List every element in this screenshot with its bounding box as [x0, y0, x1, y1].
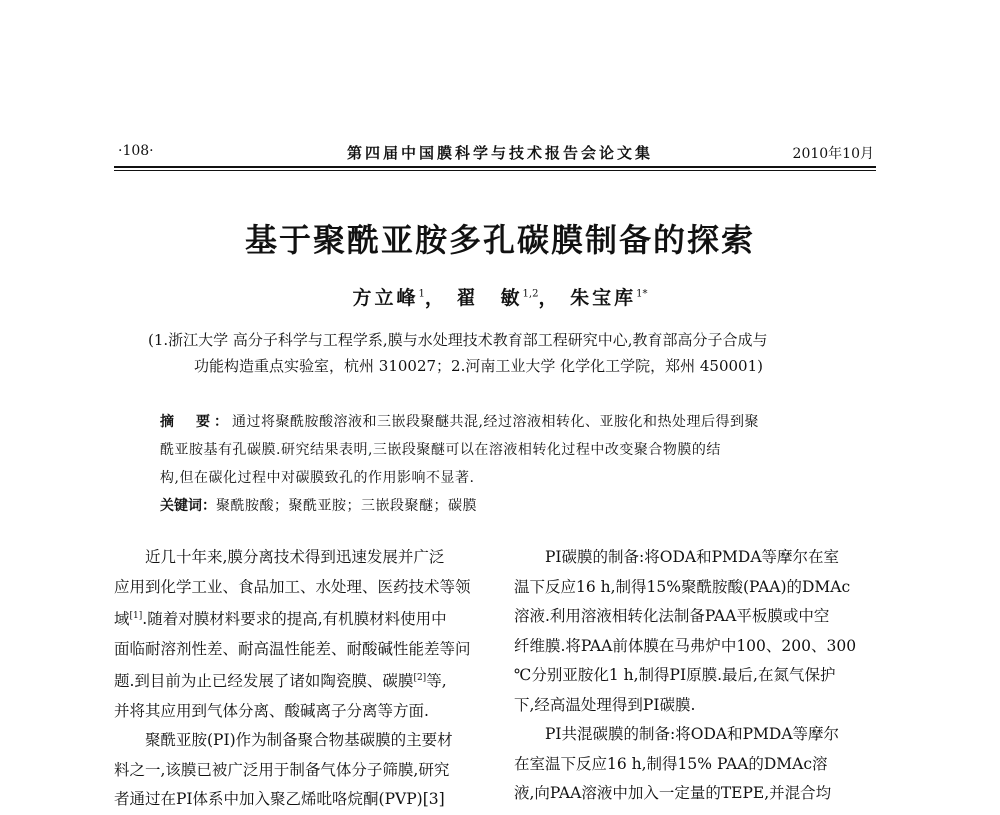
body-text-line: 并将其应用到气体分离、酸碱离子分离等方面.: [114, 701, 429, 720]
abstract-label: 摘 要：: [160, 414, 232, 430]
body-text-line: 溶液.利用溶液相转化法制备PAA平板膜或中空: [514, 607, 830, 625]
affiliation: [148, 327, 878, 379]
affiliation-line: 功能构造重点实验室，杭州 310027；2.河南工业大学 化学化工学院，郑州 450001): [194, 357, 763, 375]
author-list: 方立峰$^1$， 翟 敏$^{1,2}$， 朱宝库$^{1*}$: [352, 287, 648, 309]
header-rule-thin: [114, 170, 876, 171]
body-text-line: 近几十年来,膜分离技术得到迅速发展并广泛: [145, 548, 445, 566]
body-text-line: 在室温下反应16 h,制得15% PAA的DMAc溶: [514, 754, 828, 773]
author-affil-mark: 1*: [636, 288, 648, 300]
body-text-line: 者通过在PI体系中加入聚乙烯吡咯烷酮(PVP)[3]: [114, 790, 445, 809]
body-text-line: 温下反应16 h,制得15%聚酰胺酸(PAA)的DMAc: [514, 577, 851, 596]
body-text-line: 题.到目前为止已经发展了诸如陶瓷膜、碳膜[2]等,: [114, 672, 447, 691]
body-text-line: 料之一,该膜已被广泛用于制备气体分子筛膜,研究: [114, 760, 450, 779]
body-text-line: 纤维膜.将PAA前体膜在马弗炉中100、200、300: [514, 636, 857, 655]
keywords-text: 聚酰胺酸；聚酰亚胺；三嵌段聚醚；碳膜: [216, 498, 477, 514]
body-text-line: 域[1].随着对膜材料要求的提高,有机膜材料使用中: [114, 610, 447, 629]
paper-title: 基于聚酰亚胺多孔碳膜制备的探索: [244, 221, 755, 259]
body-text-line: PI碳膜的制备:将ODA和PMDA等摩尔在室: [545, 548, 840, 566]
citation-ref: [2]: [413, 673, 427, 684]
citation-ref: [1]: [129, 611, 143, 621]
running-header: 第四届中国膜科学与技术报告会论文集: [346, 144, 653, 162]
author-name: 朱宝库: [570, 287, 637, 309]
abstract-text: 构,但在碳化过程中对碳膜致孔的作用影响不显著.: [160, 470, 475, 486]
page-number: ·108·: [118, 143, 154, 159]
body-text-line: 下,经高温处理得到PI碳膜.: [514, 695, 696, 714]
body-text-line: 面临耐溶剂性差、耐高温性能差、耐酸碱性能差等问: [114, 639, 471, 658]
keywords-label: 关键词：: [160, 498, 216, 514]
author-name: 翟 敏: [456, 287, 523, 309]
body-column-left: [114, 543, 486, 815]
body-text-line: 应用到化学工业、食品加工、水处理、医药技术等领: [114, 577, 471, 596]
body-column-right: [514, 543, 886, 809]
abstract: [160, 408, 850, 520]
header-rule-thick: [114, 166, 876, 168]
abstract-text: 酰亚胺基有孔碳膜.研究结果表明,三嵌段聚醚可以在溶液相转化过程中改变聚合物膜的结: [160, 442, 721, 458]
author-affil-mark: 1,2: [522, 288, 539, 300]
abstract-text: 通过将聚酰胺酸溶液和三嵌段聚醚共混,经过溶液相转化、亚胺化和热处理后得到聚: [232, 414, 759, 430]
body-text-line: ℃分别亚胺化1 h,制得PI原膜.最后,在氮气保护: [514, 666, 836, 684]
author-name: 方立峰: [352, 287, 419, 309]
body-text-line: PI共混碳膜的制备:将ODA和PMDA等摩尔: [545, 725, 840, 743]
body-text-line: 聚酰亚胺(PI)作为制备聚合物基碳膜的主要材: [145, 731, 453, 750]
body-text-line: 液,向PAA溶液中加入一定量的TEPE,并混合均: [514, 784, 832, 802]
header-date: 2010年10月: [792, 146, 874, 162]
author-affil-mark: 1: [418, 288, 425, 300]
affiliation-line: (1.浙江大学 高分子科学与工程学系,膜与水处理技术教育部工程研究中心,教育部高分子合成与: [148, 331, 768, 349]
